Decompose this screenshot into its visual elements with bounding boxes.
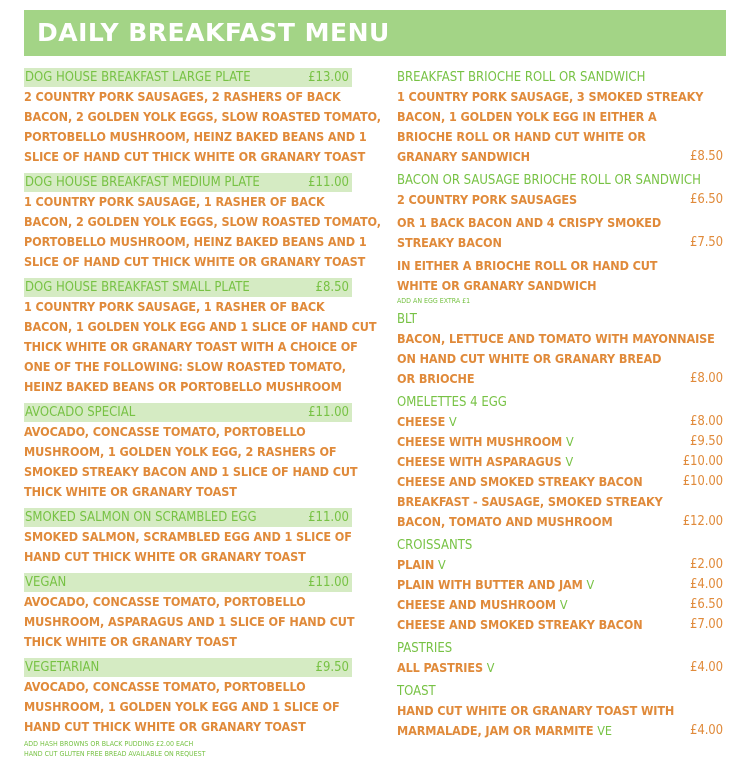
item-name: DOG HOUSE BREAKFAST MEDIUM PLATE	[25, 175, 260, 190]
item-price: £10.00	[682, 474, 723, 489]
vegan-mark: VE	[597, 723, 612, 738]
price-row	[397, 721, 723, 741]
item-price: £7.50	[690, 235, 723, 250]
item-price: £11.00	[308, 405, 349, 420]
desc-line: MUSHROOM, 1 GOLDEN YOLK EGG, 2 RASHERS OF	[24, 444, 337, 459]
item-price: £11.00	[308, 175, 349, 190]
item-name: CHEESE AND MUSHROOM	[397, 597, 557, 612]
desc-line: 1 COUNTRY PORK SAUSAGE, 1 RASHER OF BACK	[24, 194, 325, 209]
desc-line: THICK WHITE OR GRANARY TOAST WITH A CHOICE OF	[24, 339, 358, 354]
desc-line: 2 COUNTRY PORK SAUSAGES, 2 RASHERS OF BACK	[24, 89, 341, 104]
menu-row	[397, 412, 723, 432]
item-name: DOG HOUSE BREAKFAST SMALL PLATE	[25, 280, 250, 295]
item-header	[24, 278, 352, 297]
vegetarian-mark: V	[449, 414, 457, 429]
desc-line: HEINZ BAKED BEANS OR PORTOBELLO MUSHROOM	[24, 379, 342, 394]
menu-item-small-plate	[24, 278, 377, 397]
item-price: £8.00	[690, 414, 723, 429]
menu-row	[397, 575, 723, 595]
desc-line: MUSHROOM, ASPARAGUS AND 1 SLICE OF HAND CUT	[24, 614, 355, 629]
menu-row	[397, 555, 723, 575]
item-name: PLAIN WITH BUTTER AND JAM	[397, 577, 583, 592]
price-row	[397, 233, 723, 253]
item-header	[24, 68, 352, 87]
extras-note: ADD HASH BROWNS OR BLACK PUDDING £2.00 EACH	[24, 740, 194, 748]
section-header: TOAST	[397, 684, 436, 699]
item-price: £11.00	[308, 575, 349, 590]
left-column	[24, 68, 381, 759]
item-price: £6.50	[690, 597, 723, 612]
item-price: £4.00	[690, 660, 723, 675]
vegetarian-mark: V	[565, 434, 574, 449]
desc-line: 1 COUNTRY PORK SAUSAGE, 3 SMOKED STREAKY	[397, 89, 704, 104]
vegetarian-mark: V	[486, 660, 495, 675]
section-header: BREAKFAST BRIOCHE ROLL OR SANDWICH	[397, 70, 646, 85]
desc-line: IN EITHER A BRIOCHE ROLL OR HAND CUT	[397, 258, 658, 273]
item-name: CHEESE AND SMOKED STREAKY BACON	[397, 474, 643, 489]
menu-item-large-plate	[24, 68, 381, 167]
desc-line: BRIOCHE ROLL OR HAND CUT WHITE OR	[397, 129, 646, 144]
item-price: £9.50	[690, 434, 723, 449]
desc-line: 1 COUNTRY PORK SAUSAGE, 1 RASHER OF BACK	[24, 299, 325, 314]
desc-line: BACON, 1 GOLDEN YOLK EGG IN EITHER A	[397, 109, 657, 124]
price-row	[397, 512, 723, 532]
desc-line: ON HAND CUT WHITE OR GRANARY BREAD	[397, 351, 662, 366]
section-brioche	[397, 68, 723, 167]
desc-line: THICK WHITE OR GRANARY TOAST	[24, 484, 237, 499]
desc-line: PORTOBELLO MUSHROOM, HEINZ BAKED BEANS AND 1	[24, 129, 367, 144]
item-price: £8.50	[315, 280, 349, 295]
item-header	[24, 658, 352, 677]
item-price: £9.50	[315, 660, 349, 675]
item-description	[24, 592, 355, 652]
item-header	[24, 573, 352, 592]
vegetarian-mark: V	[438, 557, 446, 572]
section-header: BLT	[397, 312, 417, 327]
item-price: £4.00	[690, 577, 723, 592]
desc-line: BACON, 1 GOLDEN YOLK EGG AND 1 SLICE OF HAND CUT	[24, 319, 377, 334]
item-price: £8.50	[690, 149, 723, 164]
option-text: 2 COUNTRY PORK SAUSAGES	[397, 192, 577, 207]
item-name: CHEESE WITH ASPARAGUS	[397, 454, 562, 469]
desc-line: MARMALADE, JAM OR MARMITE	[397, 723, 594, 738]
menu-row	[397, 595, 723, 615]
item-header	[24, 508, 352, 527]
item-price: £11.00	[308, 510, 349, 525]
desc-line: BACON, LETTUCE AND TOMATO WITH MAYONNAISE	[397, 331, 715, 346]
item-description	[24, 87, 381, 167]
price-row	[397, 147, 723, 167]
item-price: £10.00	[682, 454, 723, 469]
section-header: OMELETTES 4 EGG	[397, 395, 507, 410]
menu-item-avocado-special	[24, 403, 358, 502]
vegetarian-mark: V	[565, 454, 574, 469]
item-description	[24, 192, 381, 272]
section-blt	[397, 310, 723, 389]
item-name: DOG HOUSE BREAKFAST LARGE PLATE	[25, 70, 251, 85]
desc-line: SLICE OF HAND CUT THICK WHITE OR GRANARY TOAST	[24, 254, 366, 269]
desc-line: SLICE OF HAND CUT THICK WHITE OR GRANARY TOAST	[24, 149, 366, 164]
desc-line: WHITE OR GRANARY SANDWICH	[397, 278, 597, 293]
desc-line: BREAKFAST - SAUSAGE, SMOKED STREAKY	[397, 494, 663, 509]
desc-line: PORTOBELLO MUSHROOM, HEINZ BAKED BEANS AND 1	[24, 234, 367, 249]
menu-row	[397, 658, 723, 678]
item-name: AVOCADO SPECIAL	[25, 405, 136, 420]
item-price: £2.00	[690, 557, 723, 572]
menu-item-medium-plate	[24, 173, 381, 272]
desc-line: AVOCADO, CONCASSE TOMATO, PORTOBELLO	[24, 679, 306, 694]
price-row	[397, 369, 723, 389]
option-text: STREAKY BACON	[397, 235, 502, 250]
menu-row	[397, 472, 723, 492]
item-name: ALL PASTRIES	[397, 660, 483, 675]
item-price: £6.50	[690, 192, 723, 207]
desc-line: HAND CUT THICK WHITE OR GRANARY TOAST	[24, 719, 306, 734]
section-pastries	[397, 639, 723, 678]
right-column	[397, 68, 723, 745]
gluten-free-note: HAND CUT GLUTEN FREE BREAD AVAILABLE ON REQUEST	[24, 750, 206, 758]
section-header: PASTRIES	[397, 641, 453, 656]
item-name: PLAIN	[397, 557, 435, 572]
item-price: £13.00	[308, 70, 349, 85]
desc-line: OR BRIOCHE	[397, 371, 475, 386]
desc-line: BACON, 2 GOLDEN YOLK EGGS, SLOW ROASTED TOMATO,	[24, 109, 381, 124]
menu-row	[397, 615, 723, 635]
section-croissants	[397, 536, 723, 635]
item-name: VEGETARIAN	[25, 660, 100, 675]
item-description	[24, 422, 358, 502]
desc-line: HAND CUT WHITE OR GRANARY TOAST WITH	[397, 703, 675, 718]
desc-line: OR 1 BACK BACON AND 4 CRISPY SMOKED	[397, 215, 662, 230]
menu-item-smoked-salmon	[24, 508, 352, 567]
desc-line: GRANARY SANDWICH	[397, 149, 530, 164]
item-price: £4.00	[690, 723, 723, 738]
item-description	[24, 297, 377, 397]
menu-item-vegan	[24, 573, 355, 652]
item-description	[24, 677, 352, 737]
title-bar	[24, 10, 726, 56]
item-header	[24, 403, 352, 422]
vegetarian-mark: V	[559, 597, 568, 612]
menu-item-vegetarian	[24, 658, 352, 737]
desc-line: HAND CUT THICK WHITE OR GRANARY TOAST	[24, 549, 306, 564]
section-header: CROISSANTS	[397, 538, 473, 553]
desc-line: BACON, 2 GOLDEN YOLK EGGS, SLOW ROASTED TOMATO,	[24, 214, 381, 229]
vegetarian-mark: V	[586, 577, 595, 592]
desc-line: BACON, TOMATO AND MUSHROOM	[397, 514, 613, 529]
menu-row	[397, 452, 723, 472]
item-header	[24, 173, 352, 192]
desc-line: MUSHROOM, 1 GOLDEN YOLK EGG AND 1 SLICE OF	[24, 699, 340, 714]
menu-title: DAILY BREAKFAST MENU	[37, 18, 390, 47]
price-row	[397, 190, 723, 210]
item-name: CHEESE WITH MUSHROOM	[397, 434, 563, 449]
section-toast	[397, 682, 723, 741]
desc-line: AVOCADO, CONCASSE TOMATO, PORTOBELLO	[24, 594, 306, 609]
desc-line: ONE OF THE FOLLOWING: SLOW ROASTED TOMATO,	[24, 359, 346, 374]
item-price: £8.00	[690, 371, 723, 386]
section-bacon-sausage-roll	[397, 171, 723, 306]
item-description	[24, 527, 352, 567]
egg-extra-note: ADD AN EGG EXTRA £1	[397, 297, 471, 305]
item-name: SMOKED SALMON ON SCRAMBLED EGG	[25, 510, 257, 525]
menu-row	[397, 432, 723, 452]
item-price: £12.00	[682, 514, 723, 529]
item-name: VEGAN	[25, 575, 67, 590]
item-name: CHEESE	[397, 414, 446, 429]
desc-line: SMOKED STREAKY BACON AND 1 SLICE OF HAND CUT	[24, 464, 358, 479]
section-header: BACON OR SAUSAGE BRIOCHE ROLL OR SANDWICH	[397, 173, 701, 188]
desc-line: THICK WHITE OR GRANARY TOAST	[24, 634, 237, 649]
desc-line: SMOKED SALMON, SCRAMBLED EGG AND 1 SLICE OF	[24, 529, 352, 544]
section-omelettes	[397, 393, 723, 532]
item-price: £7.00	[690, 617, 723, 632]
desc-line: AVOCADO, CONCASSE TOMATO, PORTOBELLO	[24, 424, 306, 439]
item-name: CHEESE AND SMOKED STREAKY BACON	[397, 617, 643, 632]
